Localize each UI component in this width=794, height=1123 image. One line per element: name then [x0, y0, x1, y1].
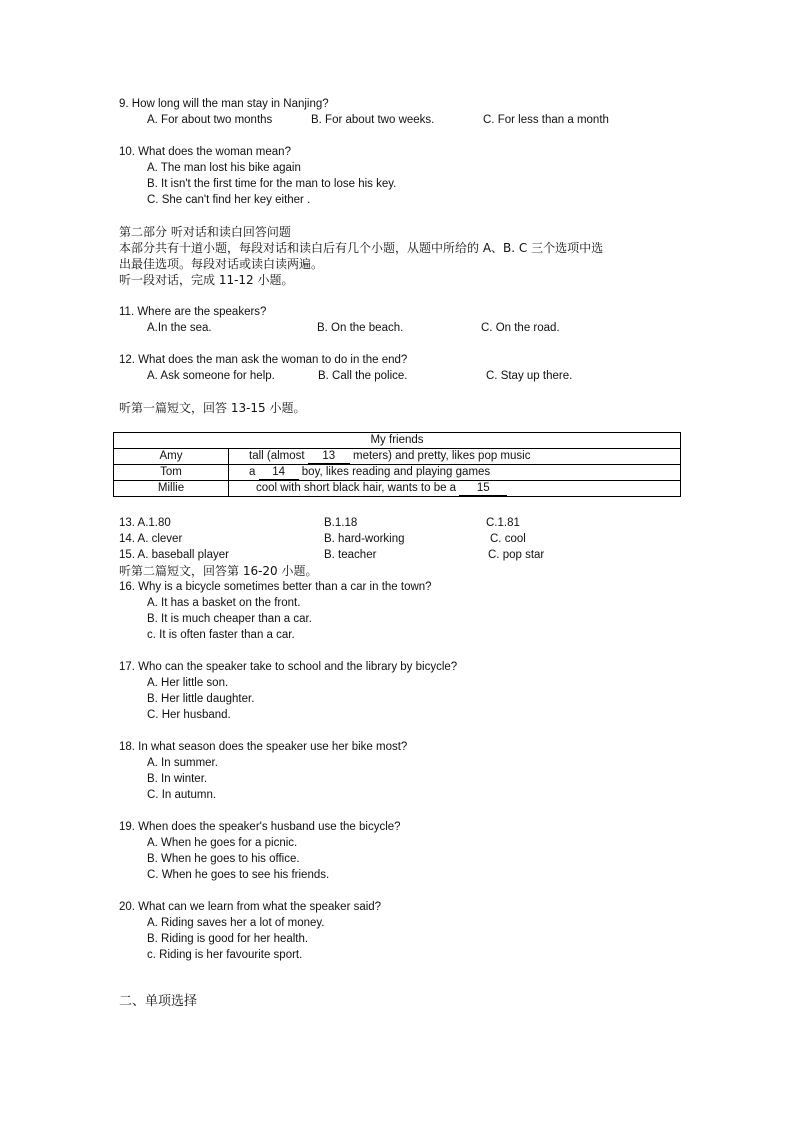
part2-title: 第二部分 听对话和读白回答问题	[119, 225, 291, 239]
question-16: 16. Why is a bicycle sometimes better than a car in the town?	[119, 581, 432, 593]
friend-name: Millie	[114, 481, 229, 497]
q15-option-c: C. pop star	[488, 549, 545, 561]
q12-option-a: A. Ask someone for help.	[147, 370, 275, 382]
q15-option-a: 15. A. baseball player	[119, 549, 229, 561]
q10-option-c: C. She can't find her key either .	[147, 194, 311, 206]
my-friends-table	[113, 432, 681, 497]
friend-description: a 14 boy, likes reading and playing games	[229, 465, 681, 481]
answer-blank-15: 15	[459, 482, 507, 496]
table-row	[114, 465, 681, 481]
q14-option-c: C. cool	[490, 533, 526, 545]
table-title: My friends	[114, 433, 681, 449]
passage2-intro: 听第二篇短文，回答第 16-20 小题。	[119, 564, 318, 578]
q18-option-a: A. In summer.	[147, 757, 218, 769]
question-19: 19. When does the speaker's husband use the bicycle?	[119, 821, 401, 833]
table-header-row	[114, 433, 681, 449]
q19-option-c: C. When he goes to see his friends.	[147, 869, 330, 881]
q10-option-a: A. The man lost his bike again	[147, 162, 301, 174]
friend-description: cool with short black hair, wants to be a 15	[229, 481, 681, 497]
table-row	[114, 481, 681, 497]
part2-instructions-line2: 出最佳选项。每段对话或读白读两遍。	[119, 257, 324, 271]
friend-name: Tom	[114, 465, 229, 481]
q11-option-b: B. On the beach.	[317, 322, 404, 334]
q15-option-b: B. teacher	[324, 549, 377, 561]
q19-option-b: B. When he goes to his office.	[147, 853, 300, 865]
question-18: 18. In what season does the speaker use her bike most?	[119, 741, 408, 753]
question-10: 10. What does the woman mean?	[119, 146, 291, 158]
q16-option-c: c. It is often faster than a car.	[147, 629, 295, 641]
question-11: 11. Where are the speakers?	[119, 306, 267, 318]
q16-option-b: B. It is much cheaper than a car.	[147, 613, 312, 625]
passage1-intro: 听第一篇短文，回答 13-15 小题。	[119, 401, 306, 415]
answer-blank-13: 13	[308, 450, 350, 464]
question-9: 9. How long will the man stay in Nanjing?	[119, 98, 329, 110]
q16-option-a: A. It has a basket on the front.	[147, 597, 301, 609]
q12-option-b: B. Call the police.	[318, 370, 408, 382]
q17-option-c: C. Her husband.	[147, 709, 231, 721]
q11-option-c: C. On the road.	[481, 322, 560, 334]
q20-option-c: c. Riding is her favourite sport.	[147, 949, 303, 961]
q19-option-a: A. When he goes for a picnic.	[147, 837, 298, 849]
q11-option-a: A.In the sea.	[147, 322, 212, 334]
q14-option-a: 14. A. clever	[119, 533, 183, 545]
friend-name: Amy	[114, 449, 229, 465]
q9-option-c: C. For less than a month	[483, 114, 609, 126]
q18-option-b: B. In winter.	[147, 773, 208, 785]
part2-instructions-line1: 本部分共有十道小题，每段对话和读白后有几个小题，从题中所给的 A、B. C 三个选项中选	[119, 241, 604, 255]
q9-option-b: B. For about two weeks.	[311, 114, 435, 126]
section2-title: 二、单项选择	[119, 994, 198, 1009]
q14-option-b: B. hard-working	[324, 533, 405, 545]
table-row	[114, 449, 681, 465]
answer-blank-14: 14	[259, 466, 299, 480]
q20-option-b: B. Riding is good for her health.	[147, 933, 309, 945]
q9-option-a: A. For about two months	[147, 114, 273, 126]
q17-option-b: B. Her little daughter.	[147, 693, 255, 705]
part2-instructions-line3: 听一段对话，完成 11-12 小题。	[119, 273, 294, 287]
q10-option-b: B. It isn't the first time for the man to lose his key.	[147, 178, 397, 190]
q20-option-a: A. Riding saves her a lot of money.	[147, 917, 325, 929]
q17-option-a: A. Her little son.	[147, 677, 229, 689]
question-17: 17. Who can the speaker take to school and the library by bicycle?	[119, 661, 458, 673]
q13-option-b: B.1.18	[324, 517, 358, 529]
question-12: 12. What does the man ask the woman to do in the end?	[119, 354, 408, 366]
question-20: 20. What can we learn from what the speaker said?	[119, 901, 382, 913]
q13-option-a: 13. A.1.80	[119, 517, 171, 529]
q18-option-c: C. In autumn.	[147, 789, 217, 801]
q12-option-c: C. Stay up there.	[486, 370, 573, 382]
friend-description: tall (almost 13 meters) and pretty, likes pop music	[229, 449, 681, 465]
q13-option-c: C.1.81	[486, 517, 520, 529]
